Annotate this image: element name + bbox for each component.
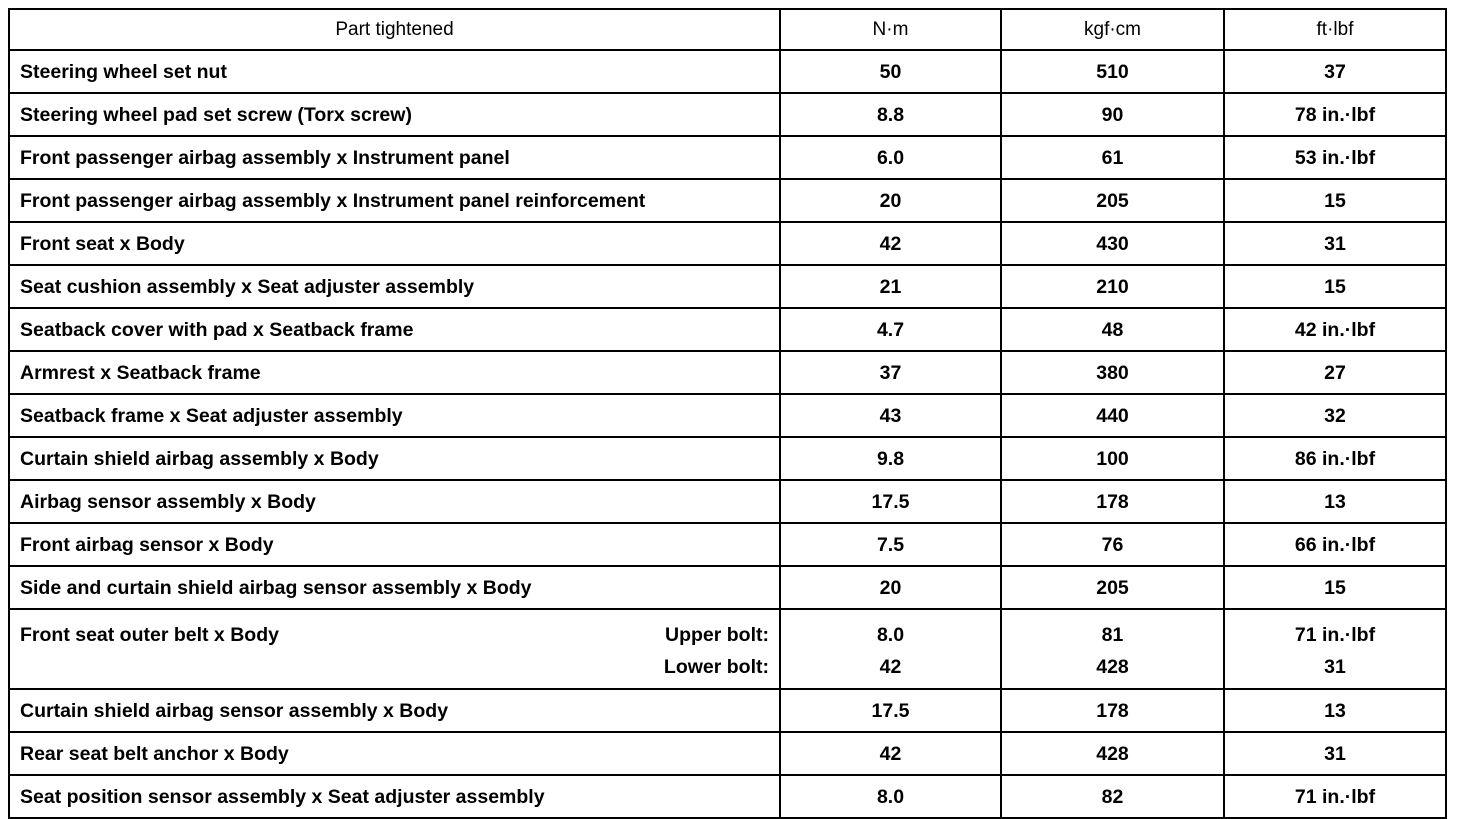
- nm-cell: 43: [780, 394, 1001, 437]
- table-row: [9, 394, 1446, 437]
- nm-cell: 7.5: [780, 523, 1001, 566]
- kgfcm-cell: 178: [1001, 689, 1224, 732]
- ftlbf-cell: 27: [1224, 351, 1446, 394]
- ftlbf-cell: 31: [1224, 732, 1446, 775]
- kgfcm-cell: 380: [1001, 351, 1224, 394]
- kgfcm-cell: 48: [1001, 308, 1224, 351]
- table-row: [9, 523, 1446, 566]
- upper-bolt-kgfcm: 81: [1101, 624, 1124, 646]
- ftlbf-cell: 42 in.·lbf: [1224, 308, 1446, 351]
- nm-cell: 20: [780, 179, 1001, 222]
- header-ftlbf: ft·lbf: [1224, 9, 1446, 50]
- upper-bolt-ftlbf: 71 in.·lbf: [1294, 624, 1376, 646]
- header-kgfcm: kgf·cm: [1001, 9, 1224, 50]
- kgfcm-cell-outer-belt: [1001, 609, 1224, 689]
- table-row: [9, 437, 1446, 480]
- part-cell: Rear seat belt anchor x Body: [9, 732, 780, 775]
- part-cell-outer-belt: [9, 609, 780, 689]
- ftlbf-cell: 15: [1224, 179, 1446, 222]
- upper-bolt-label: Upper bolt:: [665, 624, 769, 646]
- kgfcm-cell: 428: [1001, 732, 1224, 775]
- nm-cell: 8.0: [780, 775, 1001, 818]
- header-part-tightened: Part tightened: [9, 9, 780, 50]
- header-row: [9, 9, 1446, 50]
- table-row: [9, 351, 1446, 394]
- kgfcm-cell: 440: [1001, 394, 1224, 437]
- part-cell: Curtain shield airbag sensor assembly x Body: [9, 689, 780, 732]
- table-row: [9, 179, 1446, 222]
- bolt-labels: [664, 624, 769, 688]
- table-row: [9, 136, 1446, 179]
- header-nm: N·m: [780, 9, 1001, 50]
- ftlbf-cell: 53 in.·lbf: [1224, 136, 1446, 179]
- kgfcm-cell: 205: [1001, 179, 1224, 222]
- ftlbf-cell: 71 in.·lbf: [1224, 775, 1446, 818]
- part-cell: Steering wheel pad set screw (Torx screw): [9, 93, 780, 136]
- kgfcm-cell: 82: [1001, 775, 1224, 818]
- table-row: [9, 265, 1446, 308]
- kgfcm-cell: 61: [1001, 136, 1224, 179]
- table-row-outer-belt: [9, 609, 1446, 689]
- nm-cell: 17.5: [780, 480, 1001, 523]
- part-cell: Seatback frame x Seat adjuster assembly: [9, 394, 780, 437]
- table-row: [9, 50, 1446, 93]
- lower-bolt-nm: 42: [879, 656, 902, 678]
- ftlbf-cell: 78 in.·lbf: [1224, 93, 1446, 136]
- kgfcm-cell: 100: [1001, 437, 1224, 480]
- lower-bolt-ftlbf: 31: [1324, 656, 1346, 678]
- torque-specification-table: [8, 8, 1447, 819]
- lower-bolt-kgfcm: 428: [1096, 656, 1129, 678]
- nm-cell: 6.0: [780, 136, 1001, 179]
- table-row: [9, 732, 1446, 775]
- ftlbf-cell: 86 in.·lbf: [1224, 437, 1446, 480]
- table-row: [9, 308, 1446, 351]
- ftlbf-cell: 15: [1224, 265, 1446, 308]
- ftlbf-cell: 13: [1224, 480, 1446, 523]
- part-cell: Front passenger airbag assembly x Instrument panel reinforcement: [9, 179, 780, 222]
- part-cell: Seat position sensor assembly x Seat adjuster assembly: [9, 775, 780, 818]
- nm-cell: 37: [780, 351, 1001, 394]
- table-row: [9, 775, 1446, 818]
- upper-bolt-nm: 8.0: [876, 624, 905, 646]
- nm-cell-outer-belt: [780, 609, 1001, 689]
- nm-cell: 42: [780, 732, 1001, 775]
- ftlbf-cell: 15: [1224, 566, 1446, 609]
- nm-cell: 8.8: [780, 93, 1001, 136]
- table-row: [9, 222, 1446, 265]
- table-row: [9, 480, 1446, 523]
- part-cell: Seatback cover with pad x Seatback frame: [9, 308, 780, 351]
- nm-cell: 4.7: [780, 308, 1001, 351]
- nm-cell: 21: [780, 265, 1001, 308]
- outer-belt-part-label: Front seat outer belt x Body: [20, 624, 279, 646]
- part-cell: Armrest x Seatback frame: [9, 351, 780, 394]
- ftlbf-cell: 66 in.·lbf: [1224, 523, 1446, 566]
- nm-cell: 42: [780, 222, 1001, 265]
- lower-bolt-label: Lower bolt:: [663, 656, 769, 678]
- part-cell: Front passenger airbag assembly x Instrument panel: [9, 136, 780, 179]
- kgfcm-cell: 510: [1001, 50, 1224, 93]
- nm-cell: 50: [780, 50, 1001, 93]
- kgfcm-cell: 76: [1001, 523, 1224, 566]
- ftlbf-cell: 31: [1224, 222, 1446, 265]
- part-cell: Side and curtain shield airbag sensor assembly x Body: [9, 566, 780, 609]
- nm-cell: 17.5: [780, 689, 1001, 732]
- part-cell: Steering wheel set nut: [9, 50, 780, 93]
- ftlbf-cell: 32: [1224, 394, 1446, 437]
- ftlbf-cell: 37: [1224, 50, 1446, 93]
- part-cell: Airbag sensor assembly x Body: [9, 480, 780, 523]
- part-cell: Front airbag sensor x Body: [9, 523, 780, 566]
- kgfcm-cell: 178: [1001, 480, 1224, 523]
- kgfcm-cell: 205: [1001, 566, 1224, 609]
- part-cell: Front seat x Body: [9, 222, 780, 265]
- kgfcm-cell: 90: [1001, 93, 1224, 136]
- kgfcm-cell: 430: [1001, 222, 1224, 265]
- part-cell: Seat cushion assembly x Seat adjuster assembly: [9, 265, 780, 308]
- table-row: [9, 689, 1446, 732]
- nm-cell: 9.8: [780, 437, 1001, 480]
- ftlbf-cell-outer-belt: [1224, 609, 1446, 689]
- nm-cell: 20: [780, 566, 1001, 609]
- ftlbf-cell: 13: [1224, 689, 1446, 732]
- part-cell: Curtain shield airbag assembly x Body: [9, 437, 780, 480]
- table-row: [9, 566, 1446, 609]
- kgfcm-cell: 210: [1001, 265, 1224, 308]
- table-row: [9, 93, 1446, 136]
